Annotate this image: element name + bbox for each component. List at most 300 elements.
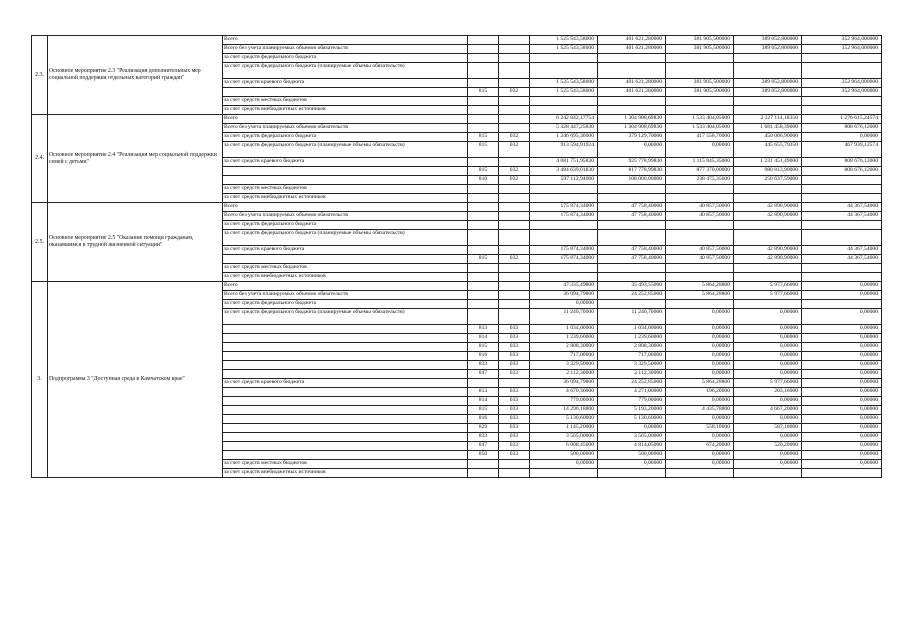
funding-source-label xyxy=(223,255,468,264)
amount-cell: 417 558,70000 xyxy=(666,133,734,142)
amount-cell: 877 370,00000 xyxy=(666,167,734,176)
section-code xyxy=(499,291,530,300)
funding-source-label: за счет средств федерального бюджета xyxy=(223,221,468,230)
funding-source-label xyxy=(223,176,468,185)
amount-cell: 0,00000 xyxy=(734,397,802,406)
grbs-code xyxy=(468,264,499,273)
funding-source-label: за счет средств внебюджетных источников xyxy=(223,194,468,203)
amount-cell xyxy=(734,273,802,282)
grbs-code: 814 xyxy=(468,334,499,343)
amount-cell: 0,00000 xyxy=(802,352,882,361)
amount-cell xyxy=(530,469,598,478)
amount-cell: 3 329,50000 xyxy=(530,361,598,370)
amount-cell xyxy=(734,185,802,194)
amount-cell xyxy=(802,300,882,309)
amount-cell: 108 000,00000 xyxy=(598,176,666,185)
amount-cell: 5 977,66000 xyxy=(734,379,802,388)
amount-cell: 11 240,70000 xyxy=(598,309,666,325)
section-code xyxy=(499,230,530,246)
funding-source-label xyxy=(223,406,468,415)
amount-cell: 1 304 908,69830 xyxy=(598,115,666,124)
amount-cell: 0,00000 xyxy=(802,424,882,433)
amount-cell xyxy=(802,194,882,203)
amount-cell: 0,00000 xyxy=(802,379,882,388)
section-code: 033 xyxy=(499,424,530,433)
amount-cell: 674,20000 xyxy=(666,442,734,451)
section-code xyxy=(499,273,530,282)
amount-cell: 925 778,99830 xyxy=(598,158,666,167)
amount-cell: 3 329,50000 xyxy=(598,361,666,370)
amount-cell: 520,20000 xyxy=(734,442,802,451)
grbs-code: 850 xyxy=(468,451,499,460)
funding-source-label xyxy=(223,352,468,361)
section-code xyxy=(499,36,530,45)
amount-cell: 0,00000 xyxy=(734,309,802,325)
block-name: Основное мероприятие 2.4 "Реализация мер социальной поддержки семей с детьми" xyxy=(48,115,223,203)
amount-cell: 0,00000 xyxy=(802,433,882,442)
amount-cell: 1 681 458,39000 xyxy=(734,124,802,133)
section-code: 032 xyxy=(499,176,530,185)
amount-cell: 0,00000 xyxy=(598,142,666,158)
amount-cell: 401 621,280000 xyxy=(598,36,666,45)
amount-cell xyxy=(802,273,882,282)
amount-cell xyxy=(530,221,598,230)
grbs-code xyxy=(468,124,499,133)
amount-cell: 0,00000 xyxy=(802,343,882,352)
amount-cell: 203,16000 xyxy=(734,388,802,397)
amount-cell: 47 758,40000 xyxy=(598,212,666,221)
section-code xyxy=(499,282,530,291)
amount-cell xyxy=(802,176,882,185)
section-code: 033 xyxy=(499,406,530,415)
amount-cell: 47 758,40000 xyxy=(598,255,666,264)
amount-cell: 4 670,36000 xyxy=(530,388,598,397)
amount-cell: 1 533 404,05000 xyxy=(666,115,734,124)
amount-cell: 0,00000 xyxy=(802,388,882,397)
amount-cell: 2 112,30000 xyxy=(598,370,666,379)
amount-cell xyxy=(666,469,734,478)
amount-cell xyxy=(734,264,802,273)
amount-cell: 44 367,54000 xyxy=(802,212,882,221)
table-row xyxy=(32,115,882,124)
amount-cell: 1 034,00000 xyxy=(598,325,666,334)
amount-cell: 0,00000 xyxy=(666,361,734,370)
amount-cell: 47 335,49800 xyxy=(530,282,598,291)
section-code xyxy=(499,79,530,88)
grbs-code: 833 xyxy=(468,433,499,442)
amount-cell xyxy=(802,264,882,273)
amount-cell: 450 006,90000 xyxy=(734,133,802,142)
funding-source-label: за счет средств федерального бюджета (планируемые объемы обязательств) xyxy=(223,309,468,325)
grbs-code xyxy=(468,106,499,115)
funding-source-label xyxy=(223,343,468,352)
amount-cell: 381 905,500000 xyxy=(666,36,734,45)
amount-cell: 175 874,34000 xyxy=(530,246,598,255)
amount-cell: 42 890,90000 xyxy=(734,212,802,221)
amount-cell xyxy=(598,63,666,79)
amount-cell xyxy=(530,230,598,246)
section-code xyxy=(499,221,530,230)
section-code xyxy=(499,460,530,469)
amount-cell: 36 094,79800 xyxy=(530,291,598,300)
amount-cell: 389 052,800000 xyxy=(734,36,802,45)
amount-cell xyxy=(598,230,666,246)
section-code xyxy=(499,124,530,133)
amount-cell: 5 130,60000 xyxy=(530,415,598,424)
grbs-code: 810 xyxy=(468,176,499,185)
amount-cell: 6 008,45000 xyxy=(530,442,598,451)
budget-table xyxy=(31,35,882,478)
amount-cell: 4 667,20000 xyxy=(734,406,802,415)
amount-cell: 11 240,70000 xyxy=(530,309,598,325)
amount-cell: 352 964,000000 xyxy=(802,45,882,54)
amount-cell: 44 367,54000 xyxy=(802,203,882,212)
grbs-code: 815 xyxy=(468,167,499,176)
amount-cell: 381 905,500000 xyxy=(666,88,734,97)
section-code: 032 xyxy=(499,133,530,142)
grbs-code xyxy=(468,300,499,309)
amount-cell: 779,00000 xyxy=(598,397,666,406)
amount-cell: 0,00000 xyxy=(802,361,882,370)
funding-source-label xyxy=(223,442,468,451)
section-code: 033 xyxy=(499,334,530,343)
amount-cell: 4 081 751,95830 xyxy=(530,158,598,167)
amount-cell: 500,00000 xyxy=(598,451,666,460)
amount-cell: 401 621,280000 xyxy=(598,79,666,88)
funding-source-label: Всего xyxy=(223,36,468,45)
amount-cell xyxy=(734,194,802,203)
table-row xyxy=(32,36,882,45)
grbs-code xyxy=(468,221,499,230)
amount-cell: 1 525 543,58000 xyxy=(530,79,598,88)
grbs-code xyxy=(468,460,499,469)
amount-cell: 175 874,34000 xyxy=(530,212,598,221)
amount-cell xyxy=(598,469,666,478)
amount-cell: 0,00000 xyxy=(734,415,802,424)
funding-source-label: за счет средств местных бюджетов xyxy=(223,264,468,273)
funding-source-label: за счет средств федерального бюджета (планируемые объемы обязательств) xyxy=(223,230,468,246)
section-code xyxy=(499,469,530,478)
funding-source-label: за счет средств краевого бюджета xyxy=(223,246,468,255)
amount-cell xyxy=(802,63,882,79)
grbs-code xyxy=(468,379,499,388)
amount-cell: 717,00000 xyxy=(530,352,598,361)
amount-cell: 980 813,90000 xyxy=(734,167,802,176)
funding-source-label xyxy=(223,167,468,176)
grbs-code xyxy=(468,273,499,282)
section-code: 033 xyxy=(499,442,530,451)
amount-cell: 5 864,28800 xyxy=(666,291,734,300)
section-code xyxy=(499,246,530,255)
amount-cell: 0,00000 xyxy=(666,397,734,406)
block-index: 2.4. xyxy=(32,115,48,203)
grbs-code xyxy=(468,194,499,203)
amount-cell: 44 367,54000 xyxy=(802,255,882,264)
amount-cell xyxy=(666,273,734,282)
grbs-code: 815 xyxy=(468,406,499,415)
amount-cell: 381 905,500000 xyxy=(666,45,734,54)
funding-source-label xyxy=(223,415,468,424)
amount-cell: 0,00000 xyxy=(802,415,882,424)
amount-cell: 0,00000 xyxy=(598,460,666,469)
amount-cell xyxy=(734,106,802,115)
amount-cell: 0,00000 xyxy=(734,361,802,370)
grbs-code xyxy=(468,309,499,325)
amount-cell xyxy=(802,106,882,115)
amount-cell: 389 052,800000 xyxy=(734,45,802,54)
section-code xyxy=(499,194,530,203)
block-name: Основное мероприятие 2.5 "Оказание помощи гражданам, оказавшимся в трудной жизненной ситуации" xyxy=(48,203,223,282)
amount-cell: 6 242 042,17754 xyxy=(530,115,598,124)
grbs-code xyxy=(468,212,499,221)
amount-cell xyxy=(530,106,598,115)
amount-cell: 4 435,78800 xyxy=(666,406,734,415)
amount-cell: 40 857,50000 xyxy=(666,212,734,221)
budget-table-body xyxy=(32,36,882,478)
table-row xyxy=(32,282,882,291)
amount-cell: 4 814,05000 xyxy=(598,442,666,451)
amount-cell: 1 304 908,69830 xyxy=(598,124,666,133)
section-code xyxy=(499,106,530,115)
amount-cell: 44 367,54000 xyxy=(802,246,882,255)
amount-cell xyxy=(802,230,882,246)
amount-cell xyxy=(666,230,734,246)
funding-source-label xyxy=(223,433,468,442)
amount-cell: 0,00000 xyxy=(666,415,734,424)
amount-cell: 0,00000 xyxy=(802,397,882,406)
amount-cell xyxy=(666,194,734,203)
amount-cell: 0,00000 xyxy=(530,300,598,309)
funding-source-label: за счет средств федерального бюджета xyxy=(223,133,468,142)
amount-cell xyxy=(530,97,598,106)
amount-cell: 0,00000 xyxy=(530,460,598,469)
amount-cell: 808 676,12000 xyxy=(802,167,882,176)
block-name: Основное мероприятие 2.3 "Реализация дополнительных мер социальной поддержки отдельных категорий граждан" xyxy=(48,36,223,115)
funding-source-label: Всего xyxy=(223,282,468,291)
grbs-code xyxy=(468,54,499,63)
amount-cell: 808 676,12000 xyxy=(802,124,882,133)
amount-cell: 0,00000 xyxy=(734,343,802,352)
amount-cell: 597 112,94000 xyxy=(530,176,598,185)
section-code: 032 xyxy=(499,167,530,176)
amount-cell: 445 655,79350 xyxy=(734,142,802,158)
amount-cell: 47 758,40000 xyxy=(598,203,666,212)
amount-cell: 0,00000 xyxy=(666,325,734,334)
amount-cell: 14 296,18800 xyxy=(530,406,598,415)
section-code: 033 xyxy=(499,361,530,370)
funding-source-label: Всего xyxy=(223,115,468,124)
section-code xyxy=(499,185,530,194)
amount-cell: 5 130,60000 xyxy=(598,415,666,424)
amount-cell: 196,20000 xyxy=(666,388,734,397)
funding-source-label: за счет средств краевого бюджета xyxy=(223,79,468,88)
amount-cell: 0,00000 xyxy=(802,282,882,291)
amount-cell: 3 565,00000 xyxy=(530,433,598,442)
amount-cell: 389 052,800000 xyxy=(734,88,802,97)
funding-source-label xyxy=(223,424,468,433)
grbs-code xyxy=(468,79,499,88)
funding-source-label: за счет средств федерального бюджета (планируемые объемы обязательств) xyxy=(223,63,468,79)
funding-source-label xyxy=(223,334,468,343)
section-code: 033 xyxy=(499,451,530,460)
amount-cell: 808 676,12000 xyxy=(802,158,882,167)
amount-cell: 2 808,30000 xyxy=(598,343,666,352)
funding-source-label: Всего xyxy=(223,203,468,212)
amount-cell: 0,00000 xyxy=(802,133,882,142)
amount-cell xyxy=(598,185,666,194)
amount-cell: 24 252,85000 xyxy=(598,379,666,388)
amount-cell xyxy=(734,230,802,246)
amount-cell: 0,00000 xyxy=(666,343,734,352)
amount-cell xyxy=(598,273,666,282)
amount-cell xyxy=(530,63,598,79)
amount-cell: 0,00000 xyxy=(802,334,882,343)
grbs-code xyxy=(468,469,499,478)
amount-cell xyxy=(802,97,882,106)
amount-cell: 0,00000 xyxy=(734,451,802,460)
amount-cell xyxy=(666,106,734,115)
amount-cell: 817 778,99830 xyxy=(598,167,666,176)
grbs-code: 816 xyxy=(468,415,499,424)
funding-source-label xyxy=(223,451,468,460)
block-index: 3. xyxy=(32,282,48,478)
amount-cell: 40 857,50000 xyxy=(666,255,734,264)
funding-source-label: Всего без учета планируемых объемов обязательств xyxy=(223,45,468,54)
amount-cell: 1 115 845,35000 xyxy=(666,158,734,167)
amount-cell xyxy=(530,194,598,203)
amount-cell: 500,00000 xyxy=(530,451,598,460)
funding-source-label: Всего без учета планируемых объемов обязательств xyxy=(223,124,468,133)
section-code xyxy=(499,97,530,106)
grbs-code: 815 xyxy=(468,255,499,264)
amount-cell: 5 977,66000 xyxy=(734,291,802,300)
amount-cell: 1 533 404,05000 xyxy=(666,124,734,133)
amount-cell xyxy=(666,97,734,106)
amount-cell: 1 239,60000 xyxy=(598,334,666,343)
grbs-code: 815 xyxy=(468,88,499,97)
section-code xyxy=(499,54,530,63)
funding-source-label: за счет средств местных бюджетов xyxy=(223,460,468,469)
amount-cell: 401 621,280000 xyxy=(598,45,666,54)
amount-cell xyxy=(666,264,734,273)
grbs-code xyxy=(468,158,499,167)
section-code: 033 xyxy=(499,343,530,352)
section-code: 033 xyxy=(499,325,530,334)
grbs-code: 815 xyxy=(468,343,499,352)
amount-cell: 250 637,59000 xyxy=(734,176,802,185)
amount-cell: 1 231 451,49000 xyxy=(734,158,802,167)
funding-source-label: Всего без учета планируемых объемов обязательств xyxy=(223,212,468,221)
table-row xyxy=(32,203,882,212)
section-code: 033 xyxy=(499,397,530,406)
amount-cell: 0,00000 xyxy=(666,433,734,442)
section-code xyxy=(499,309,530,325)
amount-cell: 1 525 543,58000 xyxy=(530,36,598,45)
amount-cell: 2 808,30000 xyxy=(530,343,598,352)
funding-source-label: за счет средств внебюджетных источников xyxy=(223,273,468,282)
funding-source-label: за счет средств краевого бюджета xyxy=(223,379,468,388)
amount-cell: 42 890,90000 xyxy=(734,246,802,255)
grbs-code: 829 xyxy=(468,424,499,433)
section-code xyxy=(499,264,530,273)
grbs-code: 813 xyxy=(468,325,499,334)
funding-source-label: за счет средств местных бюджетов xyxy=(223,185,468,194)
amount-cell: 0,00000 xyxy=(598,424,666,433)
section-code: 033 xyxy=(499,352,530,361)
funding-source-label xyxy=(223,361,468,370)
amount-cell: 1 145,20000 xyxy=(530,424,598,433)
section-code: 033 xyxy=(499,433,530,442)
amount-cell: 0,00000 xyxy=(666,334,734,343)
funding-source-label: за счет средств федерального бюджета xyxy=(223,300,468,309)
amount-cell: 0,00000 xyxy=(802,460,882,469)
amount-cell: 0,00000 xyxy=(802,442,882,451)
amount-cell: 42 890,90000 xyxy=(734,203,802,212)
amount-cell: 379 129,70000 xyxy=(598,133,666,142)
amount-cell xyxy=(598,264,666,273)
grbs-code: 813 xyxy=(468,388,499,397)
amount-cell: 779,00000 xyxy=(530,397,598,406)
section-code xyxy=(499,115,530,124)
amount-cell: 5 864,28800 xyxy=(666,282,734,291)
grbs-code: 847 xyxy=(468,370,499,379)
grbs-code xyxy=(468,97,499,106)
amount-cell: 1 246 695,30000 xyxy=(530,133,598,142)
amount-cell xyxy=(802,469,882,478)
amount-cell xyxy=(598,221,666,230)
grbs-code xyxy=(468,115,499,124)
amount-cell: 0,00000 xyxy=(734,460,802,469)
grbs-code xyxy=(468,291,499,300)
amount-cell xyxy=(666,300,734,309)
amount-cell: 0,00000 xyxy=(802,451,882,460)
amount-cell xyxy=(598,106,666,115)
amount-cell: 0,00000 xyxy=(802,309,882,325)
section-code xyxy=(499,158,530,167)
funding-source-label: за счет средств внебюджетных источников xyxy=(223,106,468,115)
funding-source-label xyxy=(223,370,468,379)
funding-source-label xyxy=(223,325,468,334)
funding-source-label xyxy=(223,397,468,406)
amount-cell xyxy=(666,221,734,230)
amount-cell: 587,10000 xyxy=(734,424,802,433)
amount-cell: 558,10000 xyxy=(666,424,734,433)
funding-source-label: за счет средств внебюджетных источников xyxy=(223,469,468,478)
amount-cell: 5 328 447,25830 xyxy=(530,124,598,133)
amount-cell: 5 193,20000 xyxy=(598,406,666,415)
amount-cell: 0,00000 xyxy=(734,433,802,442)
amount-cell: 0,00000 xyxy=(666,142,734,158)
amount-cell xyxy=(802,185,882,194)
amount-cell xyxy=(734,63,802,79)
amount-cell: 3 484 639,01830 xyxy=(530,167,598,176)
amount-cell xyxy=(734,97,802,106)
section-code xyxy=(499,300,530,309)
amount-cell xyxy=(666,54,734,63)
grbs-code xyxy=(468,63,499,79)
grbs-code xyxy=(468,282,499,291)
amount-cell: 175 874,34000 xyxy=(530,203,598,212)
amount-cell: 1 034,00000 xyxy=(530,325,598,334)
grbs-code: 815 xyxy=(468,133,499,142)
funding-source-label: Всего без учета планируемых объемов обязательств xyxy=(223,291,468,300)
amount-cell xyxy=(734,469,802,478)
amount-cell: 0,00000 xyxy=(802,291,882,300)
grbs-code: 814 xyxy=(468,397,499,406)
amount-cell: 0,00000 xyxy=(734,325,802,334)
funding-source-label: за счет средств федерального бюджета (планируемые объемы обязательств) xyxy=(223,142,468,158)
amount-cell: 1 525 543,58000 xyxy=(530,45,598,54)
